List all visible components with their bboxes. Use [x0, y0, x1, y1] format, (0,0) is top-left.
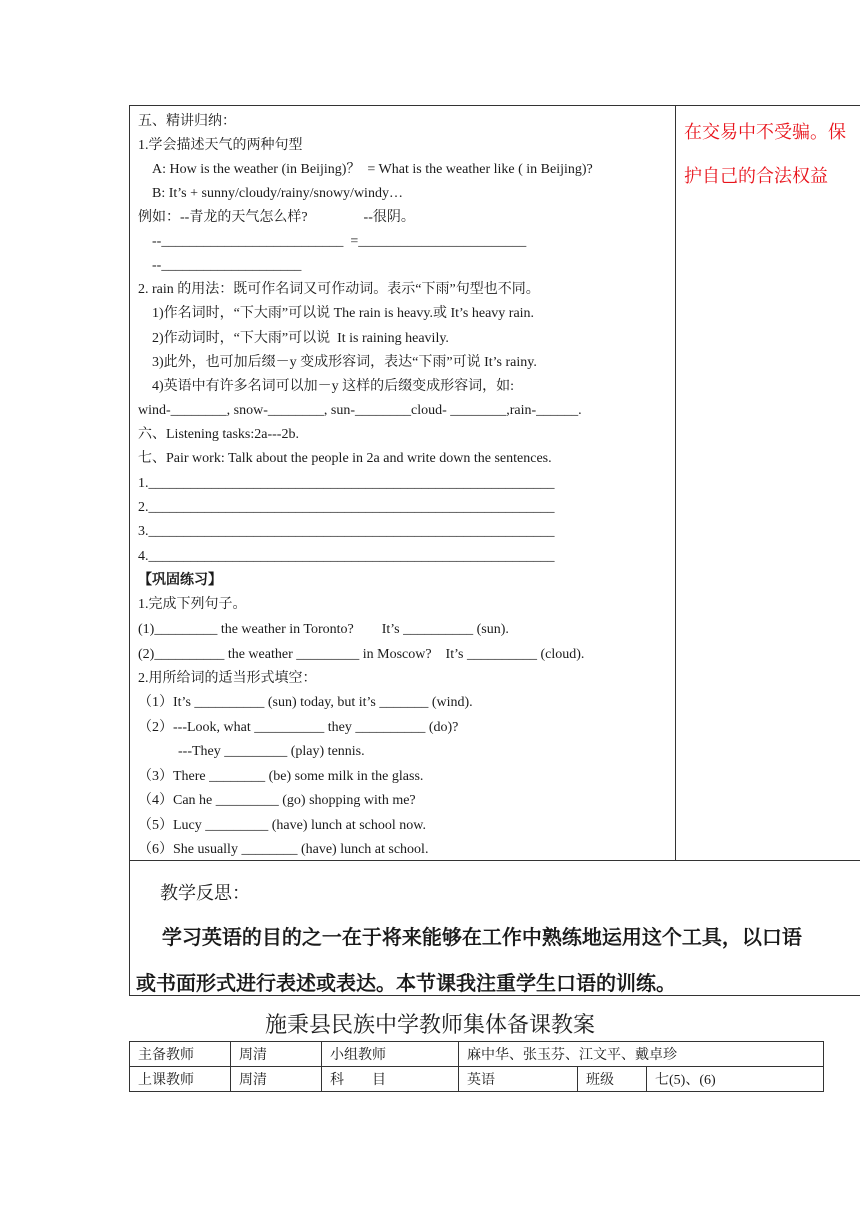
table-cell: 麻中华、张玉芬、江文平、戴卓珍 — [459, 1042, 824, 1067]
teaching-reflection-cell — [130, 860, 860, 995]
reflection-text-line-1: 学习英语的目的之一在于将来能够在工作中熟练地运用这个工具，以口语 — [134, 925, 802, 949]
pair-work-line: 1.__________________________________________________________ — [138, 476, 555, 491]
rain-usage-4: 4)英语中有许多名词可以加－y 这样的后缀变成形容词，如: — [152, 379, 515, 394]
table-cell: 七(5)、(6) — [647, 1067, 824, 1092]
table-cell: 上课教师 — [130, 1067, 231, 1092]
pair-work-line: 4.__________________________________________________________ — [138, 549, 555, 564]
exercise-2-item: （4）Can he _________ (go) shopping with me? — [138, 793, 416, 808]
rain-usage-title: 2. rain 的用法：既可作名词又可作动词。表示“下雨”句型也不同。 — [138, 282, 540, 297]
weather-patterns-title: 1.学会描述天气的两种句型 — [138, 138, 303, 153]
side-note-line-2: 护自己的合法权益 — [684, 166, 828, 187]
lesson-content-cell — [130, 106, 676, 860]
reflection-title: 教学反思： — [160, 883, 250, 904]
exercise-2-item: （3）There ________ (be) some milk in the glass. — [138, 769, 424, 784]
exercise-2-item: （2）---Look, what __________ they __________ (do)? — [138, 720, 459, 735]
table-cell: 班级 — [578, 1067, 647, 1092]
exercise-2-title: 2.用所给词的适当形式填空： — [138, 671, 317, 686]
table-row — [130, 1067, 824, 1092]
pair-work-line: 2.__________________________________________________________ — [138, 500, 555, 515]
exercise-2-item: ---They _________ (play) tennis. — [178, 744, 365, 759]
side-notes-cell — [676, 106, 860, 860]
rain-usage-1: 1)作名词时，“下大雨”可以说 The rain is heavy.或 It’s heavy rain. — [152, 306, 535, 321]
table-cell: 小组教师 — [322, 1042, 459, 1067]
lesson-content-table — [129, 105, 860, 996]
table-row — [130, 1042, 824, 1067]
side-note-line-1: 在交易中不受骗。保 — [684, 122, 846, 143]
weather-pattern-a: A: How is the weather (in Beijing)？ = What is the weather like ( in Beijing)? — [152, 162, 593, 177]
exercise-2-item: （6）She usually ________ (have) lunch at school. — [138, 842, 429, 857]
section-7-heading: 七、Pair work: Talk about the people in 2a and write down the sentences. — [138, 451, 552, 466]
rain-usage-2: 2)作动词时，“下大雨”可以说 It is raining heavily. — [152, 331, 449, 346]
table-cell: 科 目 — [322, 1067, 459, 1092]
weather-pattern-b: B: It’s + sunny/cloudy/rainy/snowy/windy… — [152, 186, 403, 201]
example-blank-1: --__________________________ =________________________ — [152, 234, 527, 249]
document-title: 施秉县民族中学教师集体备课教案 — [264, 1013, 595, 1038]
example-line: 例如：--青龙的天气怎么样? --很阴。 — [138, 210, 415, 225]
teacher-info-table — [129, 1041, 824, 1092]
section-6-heading: 六、Listening tasks:2a---2b. — [138, 427, 299, 442]
exercise-2-item: （5）Lucy _________ (have) lunch at school now. — [138, 818, 426, 833]
pair-work-line: 3.__________________________________________________________ — [138, 524, 555, 539]
exercise-1-item: (2)__________ the weather _________ in Moscow? It’s __________ (cloud). — [138, 647, 585, 662]
exercise-1-title: 1.完成下列句子。 — [138, 597, 247, 612]
suffix-words-exercise: wind-________, snow-________, sun-________cloud- ________,rain-______. — [138, 403, 582, 418]
practice-heading: 【巩固练习】 — [138, 573, 222, 588]
table-cell: 周清 — [231, 1067, 322, 1092]
rain-usage-3: 3)此外，也可加后缀－y 变成形容词，表达“下雨”可说 It’s rainy. — [152, 355, 537, 370]
reflection-text-line-2: 或书面形式进行表述或表达。本节课我注重学生口语的训练。 — [136, 971, 676, 995]
exercise-2-item: （1）It’s __________ (sun) today, but it’s _______ (wind). — [138, 695, 473, 710]
table-cell: 英语 — [459, 1067, 578, 1092]
exercise-1-item: (1)_________ the weather in Toronto? It’s __________ (sun). — [138, 622, 509, 637]
section-5-heading: 五、精讲归纳： — [138, 114, 236, 129]
table-cell: 周清 — [231, 1042, 322, 1067]
example-blank-2: --____________________ — [152, 258, 302, 273]
table-cell: 主备教师 — [130, 1042, 231, 1067]
